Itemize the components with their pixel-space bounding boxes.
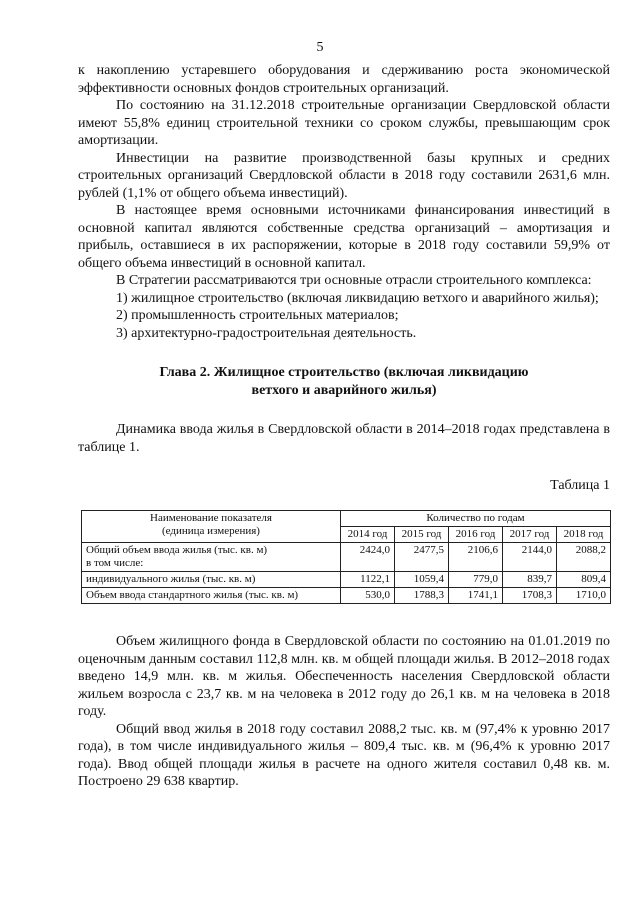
chapter-heading-line2: ветхого и аварийного жилья) bbox=[251, 382, 437, 398]
paragraph-continuation: к накоплению устаревшего оборудования и сдерживанию роста экономической эффективности основных фондов строительных организаций. bbox=[78, 63, 610, 96]
cell-value: 1788,3 bbox=[395, 588, 449, 604]
header-year: 2017 год bbox=[503, 527, 557, 543]
cell-value: 2424,0 bbox=[341, 543, 395, 572]
cell-value: 1708,3 bbox=[503, 588, 557, 604]
cell-value: 809,4 bbox=[557, 572, 611, 588]
header-year: 2018 год bbox=[557, 527, 611, 543]
row-label-standard: Объем ввода стандартного жилья (тыс. кв. м) bbox=[82, 588, 341, 604]
table-row bbox=[82, 588, 611, 604]
paragraph-investments: Инвестиции на развитие производственной базы крупных и средних строительных организаций Свердловской области в 2018 году составили 2631,6 млн. рублей (1,1% от общего объема инвестиций). bbox=[78, 150, 610, 201]
cell-value: 1059,4 bbox=[395, 572, 449, 588]
paragraph-financing: В настоящее время основными источниками финансирования инвестиций в основной капитал являются собственные средства организаций – амортизация и прибыль, оставшиеся в их распоряжении, которые в 2018 году составили 59,9% от общего объема инвестиций в основной капитал. bbox=[78, 203, 610, 271]
cell-value: 2144,0 bbox=[503, 543, 557, 572]
header-indicator: Наименование показателя (единица измерения) bbox=[82, 511, 341, 543]
paragraph-equipment: По состоянию на 31.12.2018 строительные организации Свердловской области имеют 55,8% единиц строительной техники со сроком службы, превышающим срок амортизации. bbox=[78, 98, 610, 148]
cell-value: 2088,2 bbox=[557, 543, 611, 572]
page-number: 5 bbox=[316, 40, 324, 55]
cell-value: 1710,0 bbox=[557, 588, 611, 604]
header-year: 2014 год bbox=[341, 527, 395, 543]
table-row bbox=[82, 572, 611, 588]
cell-value: 1122,1 bbox=[341, 572, 395, 588]
paragraph-strategy: В Стратегии рассматриваются три основные отрасли строительного комплекса: bbox=[116, 273, 592, 288]
chapter-heading-line1: Глава 2. Жилищное строительство (включая ликвидацию bbox=[159, 365, 529, 380]
cell-value: 2106,6 bbox=[449, 543, 503, 572]
cell-value: 2477,5 bbox=[395, 543, 449, 572]
header-years-group: Количество по годам bbox=[341, 511, 611, 527]
table-caption: Таблица 1 bbox=[550, 478, 610, 493]
row-label-total: Общий объем ввода жилья (тыс. кв. м) в том числе: bbox=[82, 543, 341, 572]
paragraph-table-intro: Динамика ввода жилья в Свердловской области в 2014–2018 годах представлена в таблице 1. bbox=[78, 422, 610, 455]
header-year: 2016 год bbox=[449, 527, 503, 543]
list-item-architecture: 3) архитектурно-градостроительная деятельность. bbox=[116, 325, 417, 341]
cell-value: 530,0 bbox=[341, 588, 395, 604]
cell-value: 839,7 bbox=[503, 572, 557, 588]
row-label-individual: индивидуального жилья (тыс. кв. м) bbox=[82, 572, 341, 588]
list-item-materials: 2) промышленность строительных материалов; bbox=[116, 308, 399, 323]
table-row bbox=[82, 543, 611, 572]
paragraph-housing-input: Общий ввод жилья в 2018 году составил 2088,2 тыс. кв. м (97,4% к уровню 2017 года), в том числе индивидуального жилья – 809,4 тыс. кв. м (96,4% к уровню 2017 года). Ввод общей площади жилья в расчете на одного жителя составил 0,48 кв. м. Построено 29 638 квартир. bbox=[78, 721, 610, 789]
header-year: 2015 год bbox=[395, 527, 449, 543]
body-text-top bbox=[78, 62, 610, 456]
list-item-housing: 1) жилищное строительство (включая ликвидацию ветхого и аварийного жилья); bbox=[116, 290, 599, 306]
housing-table bbox=[81, 510, 611, 604]
paragraph-housing-stock: Объем жилищного фонда в Свердловской области по состоянию на 01.01.2019 по оценочным данным составил 112,8 млн. кв. м общей площади жилья. В 2012–2018 годах введено 14,9 млн. кв. м жилья. Обеспеченность населения Свердловской области жильем возросла с 23,7 кв. м на человека в 2012 году до 26,1 кв. м на человека в 2018 году. bbox=[78, 634, 610, 719]
body-text-bottom bbox=[78, 633, 610, 791]
cell-value: 1741,1 bbox=[449, 588, 503, 604]
cell-value: 779,0 bbox=[449, 572, 503, 588]
